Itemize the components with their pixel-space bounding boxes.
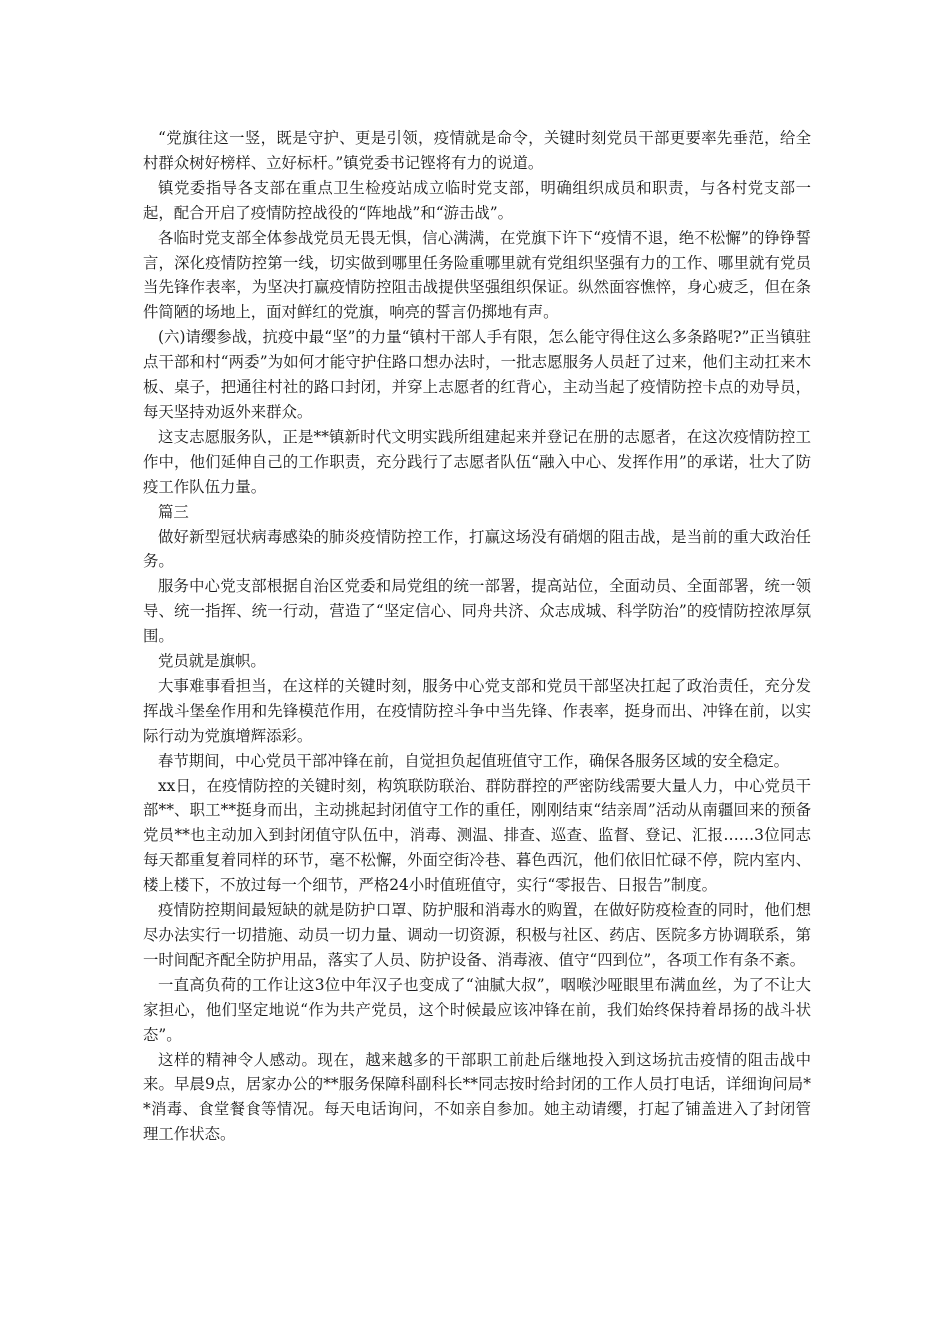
paragraph: 疫情防控期间最短缺的就是防护口罩、防护服和消毒水的购置，在做好防疫检查的同时，他们想尽办法实行一切措施、动员一切力量、调动一切资源，积极与社区、药店、医院多方协调联系，第一时间配齐配全防护用品，落实了人员、防护设备、消毒液、值守“四到位”，各项工作有条不紊。 bbox=[143, 901, 811, 969]
paragraph: 服务中心党支部根据自治区党委和局党组的统一部署，提高站位，全面动员、全面部署，统一领导、统一指挥、统一行动，营造了“坚定信心、同舟共济、众志成城、科学防治”的疫情防控浓厚氛围。 bbox=[143, 577, 811, 646]
paragraph: 春节期间，中心党员干部冲锋在前，自觉担负起值班值守工作，确保各服务区域的安全稳定。 bbox=[158, 751, 790, 770]
paragraph: xx日，在疫情防控的关键时刻，构筑联防联治、群防群控的严密防线需要大量人力，中心党员干部**、职工**挺身而出，主动挑起封闭值守工作的重任，刚刚结束“结亲周”活动从南疆回来的预备党员**也主动加入到封闭值守队伍中，消毒、测温、排查、巡查、监督、登记、汇报……3位同志每天都重复着同样的环节，毫不松懈，外面空街冷巷、暮色西沉，他们依旧忙碌不停，院内室内、楼上楼下，不放过每一个细节，严格24小时值班值守，实行“零报告、日报告”制度。 bbox=[143, 776, 811, 895]
paragraph: 党员就是旗帜。 bbox=[158, 652, 266, 671]
section-heading: 篇三 bbox=[158, 502, 189, 521]
paragraph: 这样的精神令人感动。现在，越来越多的干部职工前赴后继地投入到这场抗击疫情的阻击战中来。早晨9点，居家办公的**服务保障科副科长**同志按时给封闭的工作人员打电话，详细询问局**消毒、食堂餐食等情况。每天电话询问，不如亲自参加。她主动请缨，打起了铺盖进入了封闭管理工作状态。 bbox=[143, 1050, 811, 1144]
paragraph: 这支志愿服务队，正是**镇新时代文明实践所组建起来并登记在册的志愿者，在这次疫情防控工作中，他们延伸自己的工作职责，充分践行了志愿者队伍“融入中心、发挥作用”的承诺，壮大了防疫工作队伍力量。 bbox=[143, 427, 811, 496]
paragraph: (六)请缨参战，抗疫中最“坚”的力量“镇村干部人手有限，怎么能守得住这么多条路呢?”正当镇驻点干部和村“两委”为如何才能守护住路口想办法时，一批志愿服务人员赶了过来，他们主动扛来木板、桌子，把通往村社的路口封闭，并穿上志愿者的红背心，主动当起了疫情防控卡点的劝导员，每天坚持劝返外来群众。 bbox=[143, 328, 811, 421]
paragraph: 做好新型冠状病毒感染的肺炎疫情防控工作，打赢这场没有硝烟的阻击战，是当前的重大政治任务。 bbox=[143, 527, 811, 571]
paragraph: 镇党委指导各支部在重点卫生检疫站成立临时党支部，明确组织成员和职责，与各村党支部一起，配合开启了疫情防控战役的“阵地战”和“游击战”。 bbox=[143, 178, 811, 222]
document-body bbox=[143, 126, 811, 1147]
paragraph: 一直高负荷的工作让这3位中年汉子也变成了“油腻大叔”，咽喉沙哑眼里布满血丝，为了不让大家担心，他们坚定地说“作为共产党员，这个时候最应该冲锋在前，我们始终保持着昂扬的战斗状态”。 bbox=[143, 975, 811, 1044]
paragraph: “党旗往这一竖，既是守护、更是引领，疫情就是命令，关键时刻党员干部更要率先垂范，给全村群众树好榜样、立好标杆。”镇党委书记铿将有力的说道。 bbox=[143, 129, 811, 172]
paragraph: 大事难事看担当，在这样的关键时刻，服务中心党支部和党员干部坚决扛起了政治责任，充分发挥战斗堡垒作用和先锋模范作用，在疫情防控斗争中当先锋、作表率，挺身而出、冲锋在前，以实际行动为党旗增辉添彩。 bbox=[143, 676, 811, 745]
paragraph: 各临时党支部全体参战党员无畏无惧，信心满满，在党旗下许下“疫情不退，绝不松懈”的铮铮誓言，深化疫情防控第一线，切实做到哪里任务险重哪里就有党组织坚强有力的工作、哪里就有党员当先锋作表率，为坚决打赢疫情防控阻击战提供坚强组织保证。纵然面容憔悴，身心疲乏，但在条件简陋的场地上，面对鲜红的党旗，响亮的誓言仍掷地有声。 bbox=[143, 228, 811, 322]
